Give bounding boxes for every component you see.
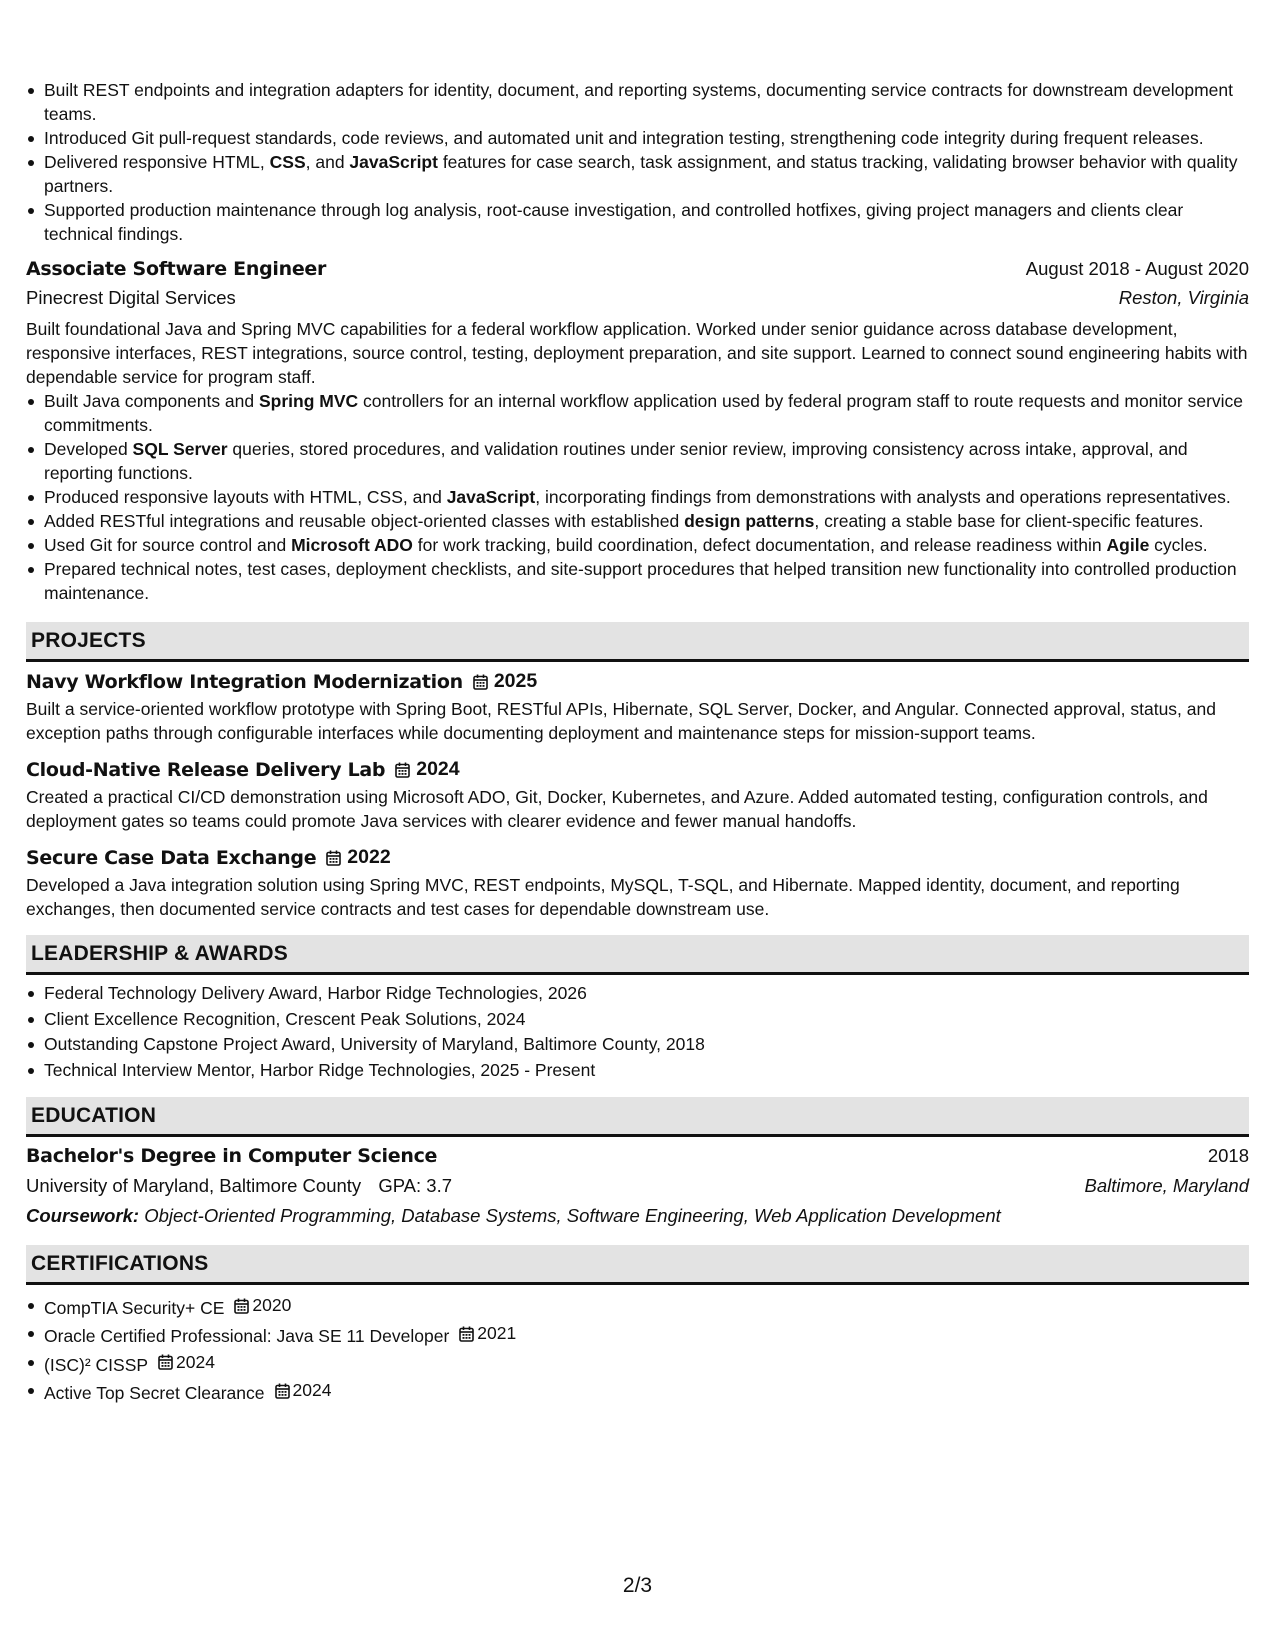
bullet-item <box>26 126 1249 150</box>
certification-year-text: 2021 <box>477 1323 517 1344</box>
bold-keyword: Agile <box>1106 535 1150 555</box>
experience-bullets-previous <box>26 78 1249 246</box>
section-header-education <box>26 1097 1249 1137</box>
bold-keyword: SQL Server <box>132 439 228 459</box>
section-header-certifications <box>26 1245 1249 1285</box>
certification-year <box>275 1378 332 1404</box>
projects-list <box>26 670 1249 921</box>
degree-name: Bachelor's Degree in Computer Science <box>26 1145 438 1167</box>
certification-item <box>26 1321 1249 1349</box>
education-location: Baltimore, Maryland <box>1084 1175 1249 1196</box>
coursework-label: Coursework: <box>26 1205 140 1226</box>
bullet-text: Supported production maintenance through log analysis, root-cause investigation, and controlled hotfixes, giving project managers and clients clear technical findings. <box>44 200 1184 244</box>
calendar-icon <box>234 1298 249 1314</box>
bullet-text: Built Java components and <box>44 391 259 411</box>
project-description: Developed a Java integration solution using Spring MVC, REST endpoints, MySQL, T-SQL, and Hibernate. Mapped identity, document, and reporting exchanges, then documented service contracts and test cases for dependable downstream use. <box>26 875 1180 919</box>
calendar-icon <box>395 762 410 778</box>
bullet-text: , incorporating findings from demonstrations with analysts and operations representatives. <box>535 487 1231 507</box>
award-item: Technical Interview Mentor, Harbor Ridge Technologies, 2025 - Present <box>26 1058 1249 1084</box>
certification-year-text: 2024 <box>292 1379 332 1400</box>
bullet-text: , and <box>305 152 350 172</box>
job-title: Associate Software Engineer <box>26 258 327 280</box>
job-summary: Built foundational Java and Spring MVC capabilities for a federal workflow application. Worked under senior guidance across database development, responsive interfaces, REST integrations, source control, testing, deployment preparation, and site support. Learned to connect sound engineering habits with dependable service for program staff. <box>26 319 1248 387</box>
project-year <box>395 758 459 781</box>
section-title: PROJECTS <box>31 628 146 652</box>
bullet-text: Produced responsive layouts with HTML, CSS, and <box>44 487 447 507</box>
bullet-text: Added RESTful integrations and reusable object-oriented classes with established <box>44 511 685 531</box>
award-item: Outstanding Capstone Project Award, University of Maryland, Baltimore County, 2018 <box>26 1032 1249 1058</box>
certification-name: Active Top Secret Clearance <box>44 1382 265 1403</box>
page-number: 2/3 <box>622 1574 653 1597</box>
certification-item <box>26 1293 1249 1321</box>
coursework-list: Object-Oriented Programming, Database Systems, Software Engineering, Web Application Development <box>144 1205 1001 1226</box>
bullet-text: features for case search, task assignment, and status tracking, validating browser behavior with quality partners. <box>44 152 1238 196</box>
coursework <box>26 1205 1249 1227</box>
bullet-item <box>26 150 1249 198</box>
bold-keyword: Spring MVC <box>259 391 359 411</box>
bullet-text: for work tracking, build coordination, defect documentation, and release readiness within <box>412 535 1107 555</box>
project-title: Navy Workflow Integration Modernization <box>26 670 463 693</box>
award-item: Client Excellence Recognition, Crescent Peak Solutions, 2024 <box>26 1007 1249 1033</box>
bullet-text: Delivered responsive HTML, <box>44 152 270 172</box>
education-year: 2018 <box>1207 1145 1249 1166</box>
job-dates: August 2018 - August 2020 <box>1025 258 1249 279</box>
project-year-text: 2022 <box>347 846 391 868</box>
award-item: Federal Technology Delivery Award, Harbor Ridge Technologies, 2026 <box>26 981 1249 1007</box>
certification-name: Oracle Certified Professional: Java SE 11 Developer <box>44 1326 450 1346</box>
project-entry <box>26 846 1249 921</box>
bullet-text: Introduced Git pull-request standards, code reviews, and automated unit and integration testing, strengthening code integrity during frequent releases. <box>44 128 1204 148</box>
bullet-text: , creating a stable base for client-specific features. <box>814 511 1204 531</box>
certification-year <box>459 1321 516 1347</box>
certification-year-text: 2020 <box>252 1295 292 1315</box>
certification-name: (ISC)² CISSP <box>44 1354 149 1375</box>
gpa: GPA: 3.7 <box>378 1175 453 1196</box>
project-description: Built a service-oriented workflow prototype with Spring Boot, RESTful APIs, Hibernate, SQL Server, Docker, and Angular. Connected approval, status, and exception paths through configurable interfaces while documenting deployment and maintenance steps for mission-support teams. <box>26 699 1216 743</box>
project-description: Created a practical CI/CD demonstration using Microsoft ADO, Git, Docker, Kubernetes, and Azure. Added automated testing, configuration controls, and deployment gates so teams could promote Java services with clearer evidence and fewer manual handoffs. <box>26 787 1208 831</box>
bullet-text: Used Git for source control and <box>44 535 292 555</box>
education-entry <box>26 1145 1249 1227</box>
bullet-item <box>26 485 1249 509</box>
project-year-text: 2025 <box>493 670 538 692</box>
certification-item <box>26 1378 1249 1406</box>
certification-year <box>158 1350 215 1376</box>
bullet-item <box>26 389 1249 437</box>
bold-keyword: CSS <box>269 152 306 172</box>
bold-keyword: design patterns <box>684 511 815 531</box>
job-entry <box>26 258 1249 605</box>
bullet-text: cycles. <box>1149 535 1208 555</box>
section-title: CERTIFICATIONS <box>31 1251 209 1275</box>
bullet-item <box>26 198 1249 246</box>
bullet-text: queries, stored procedures, and validation routines under senior review, improving consistency across intake, approval, and reporting functions. <box>44 439 1188 483</box>
bullet-item <box>26 533 1249 557</box>
project-entry <box>26 670 1249 745</box>
calendar-icon <box>326 850 341 866</box>
project-entry <box>26 758 1249 833</box>
project-year <box>326 846 390 869</box>
bullet-text: Built REST endpoints and integration adapters for identity, document, and reporting systems, documenting service contracts for downstream development teams. <box>44 80 1234 124</box>
bullet-item <box>26 557 1249 605</box>
bullet-text: controllers for an internal workflow application used by federal program staff to route requests and monitor service commitments. <box>44 391 1244 435</box>
calendar-icon <box>275 1383 290 1399</box>
project-title: Secure Case Data Exchange <box>26 846 317 869</box>
project-year-text: 2024 <box>416 758 460 780</box>
company-name: Pinecrest Digital Services <box>26 287 236 308</box>
project-title: Cloud-Native Release Delivery Lab <box>26 758 386 781</box>
bullet-item <box>26 437 1249 485</box>
calendar-icon <box>473 674 488 690</box>
bold-keyword: JavaScript <box>349 152 438 172</box>
bullet-text: Prepared technical notes, test cases, deployment checklists, and site-support procedures that helped transition new functionality into controlled production maintenance. <box>44 559 1237 603</box>
school-name: University of Maryland, Baltimore County <box>26 1175 362 1196</box>
job-location: Reston, Virginia <box>1118 287 1249 308</box>
certifications-list <box>26 1293 1249 1406</box>
job-bullets <box>26 389 1249 605</box>
bullet-text: Developed <box>44 439 133 459</box>
calendar-icon <box>459 1326 474 1342</box>
section-title: EDUCATION <box>31 1103 157 1127</box>
section-header-leadership <box>26 935 1249 975</box>
certification-year <box>234 1293 291 1319</box>
bullet-item <box>26 78 1249 126</box>
certification-item <box>26 1350 1249 1378</box>
leadership-list <box>26 981 1249 1083</box>
project-year <box>473 670 537 693</box>
certification-name: CompTIA Security+ CE <box>44 1297 225 1318</box>
bold-keyword: JavaScript <box>446 487 536 507</box>
section-header-projects <box>26 622 1249 662</box>
calendar-icon <box>158 1354 173 1370</box>
bullet-item <box>26 509 1249 533</box>
bold-keyword: Microsoft ADO <box>291 535 413 555</box>
certification-year-text: 2024 <box>176 1351 215 1372</box>
section-title: LEADERSHIP & AWARDS <box>31 941 288 965</box>
